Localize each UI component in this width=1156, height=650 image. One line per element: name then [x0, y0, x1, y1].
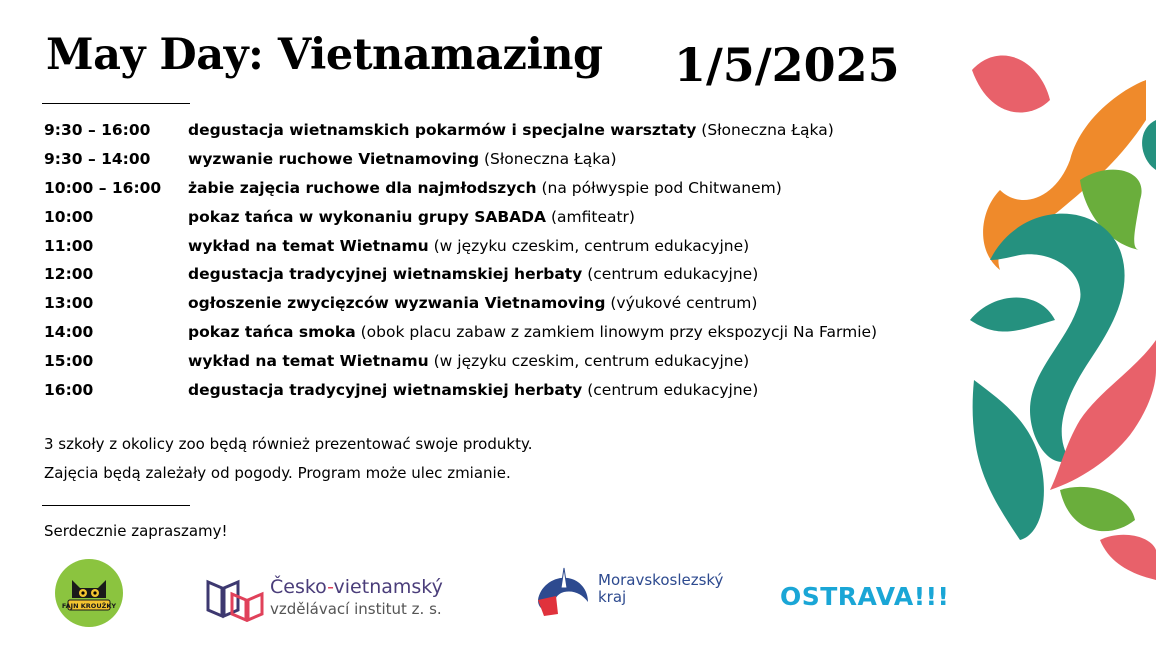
schedule-activity: wykład na temat Wietnamu: [188, 351, 429, 370]
schedule-location: (Słoneczna Łąka): [479, 150, 617, 169]
region-name: Moravskoslezský kraj: [598, 571, 724, 606]
schedule-location: (amfiteatr): [546, 207, 635, 226]
schedule-location: (w języku czeskim, centrum edukacyjne): [428, 236, 750, 255]
moravskoslezsky-kraj-logo: [534, 564, 724, 624]
schedule-row: [44, 145, 904, 174]
schedule-location: (centrum edukacyjne): [582, 380, 759, 399]
schedule-time: 10:00: [44, 207, 94, 226]
schedule-time: 14:00: [44, 322, 94, 341]
schedule-location: (centrum edukacyjne): [582, 265, 759, 284]
book-icon: [204, 574, 266, 622]
schedule-activity: degustacja tradycyjnej wietnamskiej herbaty: [188, 380, 583, 399]
schedule-activity: pokaz tańca w wykonaniu grupy SABADA: [188, 207, 547, 226]
schedule-activity: wyzwanie ruchowe Vietnamoving: [188, 150, 480, 169]
fajn-krouzky-logo: [54, 558, 124, 628]
schedule-time: 10:00 – 16:00: [44, 178, 162, 197]
schedule-time: 16:00: [44, 380, 94, 399]
schedule-time: 13:00: [44, 294, 94, 313]
page-title: May Day: Vietnamazing: [46, 30, 603, 80]
schools-note: 3 szkoły z okolicy zoo będą również prezentować swoje produkty.: [44, 435, 533, 453]
schedule-row: [44, 231, 904, 260]
schedule-location: (w języku czeskim, centrum edukacyjne): [428, 351, 750, 370]
schedule-activity: pokaz tańca smoka: [188, 322, 356, 341]
schedule-row: [44, 289, 904, 318]
schedule-location: (Słoneczna Łąka): [696, 121, 834, 140]
cv-institute-name-line1: Česko-vietnamský: [270, 576, 443, 598]
schedule-location: (výukové centrum): [605, 294, 758, 313]
cat-badge-text: FAJN KROUŽKY: [61, 602, 117, 610]
schedule-time: 11:00: [44, 236, 94, 255]
event-date: 1/5/2025: [674, 38, 900, 92]
invitation-text: Serdecznie zapraszamy!: [44, 522, 228, 540]
schedule-row: [44, 375, 904, 404]
schedule-activity: degustacja wietnamskich pokarmów i specjalne warsztaty: [188, 121, 697, 140]
schedule-activity: degustacja tradycyjnej wietnamskiej herbaty: [188, 265, 583, 284]
ostrava-logo: OSTRAVA!!!: [780, 582, 950, 611]
schedule-activity: ogłoszenie zwycięzców wyzwania Vietnamoving: [188, 294, 606, 313]
schedule-location: (obok placu zabaw z zamkiem linowym przy ekspozycji Na Farmie): [355, 322, 878, 341]
schedule-time: 15:00: [44, 351, 94, 370]
cv-institute-name-line2: vzdělávací institut z. s.: [270, 600, 442, 618]
schedule-row: [44, 202, 904, 231]
cv-institute-logo: [204, 574, 454, 624]
schedule-activity: żabie zajęcia ruchowe dla najmłodszych: [188, 178, 537, 197]
schedule-row: [44, 174, 904, 203]
weather-note: Zajęcia będą zależały od pogody. Program może ulec zmianie.: [44, 464, 511, 482]
region-emblem-icon: [534, 564, 594, 624]
divider-bottom: [42, 505, 190, 506]
schedule-location: (na półwyspie pod Chitwanem): [536, 178, 782, 197]
schedule-time: 9:30 – 16:00: [44, 121, 151, 140]
schedule-activity: wykład na temat Wietnamu: [188, 236, 429, 255]
schedule-time: 9:30 – 14:00: [44, 150, 151, 169]
schedule-list: [44, 116, 904, 404]
schedule-row: [44, 318, 904, 347]
decorative-leaves-graphic: [960, 40, 1156, 580]
divider-top: [42, 103, 190, 104]
schedule-row: [44, 346, 904, 375]
schedule-time: 12:00: [44, 265, 94, 284]
schedule-row: [44, 116, 904, 145]
schedule-row: [44, 260, 904, 289]
